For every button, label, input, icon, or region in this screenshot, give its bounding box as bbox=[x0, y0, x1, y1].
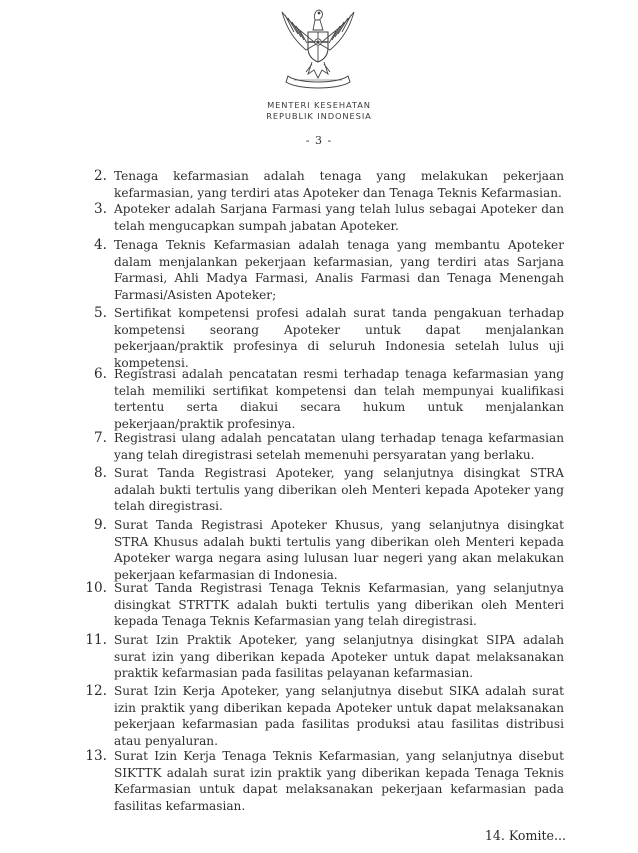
list-item-number: 3. bbox=[94, 201, 107, 217]
list-item-text: Surat Tanda Registrasi Tenaga Teknis Kefarmasian, yang selanjutnya disingkat STRTTK adalah bukti tertulis yang diberikan oleh Menteri kepada Tenaga Teknis Kefarmasian yang telah diregistrasi. bbox=[114, 581, 564, 629]
list-item-text: Surat Tanda Registrasi Apoteker Khusus, yang selanjutnya disingkat STRA Khusus adalah bukti tertulis yang diberikan oleh Menteri kepada Apoteker warga negara asing lulusan luar negeri yang akan melakukan pekerjaan kefarmasian di Indonesia. bbox=[114, 518, 564, 582]
list-item-text: Registrasi adalah pencatatan resmi terhadap tenaga kefarmasian yang telah memiliki sertifikat kompetensi dan telah mempunyai kualifikasi tertentu serta diakui secara hukum untuk menjalankan pekerjaan/praktik profesinya. bbox=[114, 367, 564, 431]
list-item-text: Surat Izin Praktik Apoteker, yang selanjutnya disingkat SIPA adalah surat izin yang diberikan kepada Apoteker untuk dapat melaksanakan praktik kefarmasian pada fasilitas pelayanan kefarmasian. bbox=[114, 633, 564, 681]
list-item-text: Surat Izin Kerja Tenaga Teknis Kefarmasian, yang selanjutnya disebut SIKTTK adalah surat izin praktik yang diberikan kepada Tenaga Teknis Kefarmasian untuk dapat melaksanakan pekerjaan kefarmasian pada fasilitas kefarmasian. bbox=[114, 749, 564, 813]
list-item-number: 12. bbox=[85, 683, 107, 699]
list-item-text: Tenaga Teknis Kefarmasian adalah tenaga yang membantu Apoteker dalam menjalankan pekerjaan kefarmasian, yang terdiri atas Sarjana Farmasi, Ahli Madya Farmasi, Analis Farmasi dan Tenaga Menengah Farmasi/Asisten Apoteker; bbox=[114, 238, 564, 302]
list-item-text: Registrasi ulang adalah pencatatan ulang terhadap tenaga kefarmasian yang telah diregistrasi setelah memenuhi persyaratan yang berlaku. bbox=[114, 431, 564, 462]
list-item-number: 11. bbox=[85, 632, 107, 648]
list-item-text: Surat Izin Kerja Apoteker, yang selanjutnya disebut SIKA adalah surat izin praktik yang diberikan kepada Apoteker untuk dapat melaksanakan pekerjaan kefarmasian pada fasilitas produksi atau fasilitas distribusi atau penyaluran. bbox=[114, 684, 564, 748]
list-item-number: 5. bbox=[94, 305, 107, 321]
next-page-reference: 14. Komite... bbox=[484, 828, 566, 843]
institution-name: MENTERI KESEHATAN bbox=[267, 100, 371, 110]
list-item-number: 2. bbox=[94, 168, 107, 184]
list-item-number: 4. bbox=[94, 237, 107, 253]
list-item-text: Apoteker adalah Sarjana Farmasi yang telah lulus sebagai Apoteker dan telah mengucapkan sumpah jabatan Apoteker. bbox=[114, 202, 564, 233]
list-item-text: Surat Tanda Registrasi Apoteker, yang selanjutnya disingkat STRA adalah bukti tertulis yang diberikan oleh Menteri kepada Apoteker yang telah diregistrasi. bbox=[114, 466, 564, 514]
list-item-text: Tenaga kefarmasian adalah tenaga yang melakukan pekerjaan kefarmasian, yang terdiri atas Apoteker dan Tenaga Teknis Kefarmasian. bbox=[114, 169, 564, 200]
list-item-number: 6. bbox=[94, 366, 107, 382]
list-item-text: Sertifikat kompetensi profesi adalah surat tanda pengakuan terhadap kompetensi seorang Apoteker untuk dapat menjalankan pekerjaan/praktik profesinya di seluruh Indonesia setelah lulus uji kompetensi. bbox=[114, 306, 564, 370]
list-item-number: 7. bbox=[94, 430, 107, 446]
list-item-number: 9. bbox=[94, 517, 107, 533]
page-number: - 3 - bbox=[305, 134, 333, 147]
institution-country: REPUBLIK INDONESIA bbox=[266, 111, 372, 121]
list-item-number: 13. bbox=[85, 748, 107, 764]
garuda-emblem-icon bbox=[268, 4, 368, 90]
list-item-number: 8. bbox=[94, 465, 107, 481]
list-item-number: 10. bbox=[85, 580, 107, 596]
